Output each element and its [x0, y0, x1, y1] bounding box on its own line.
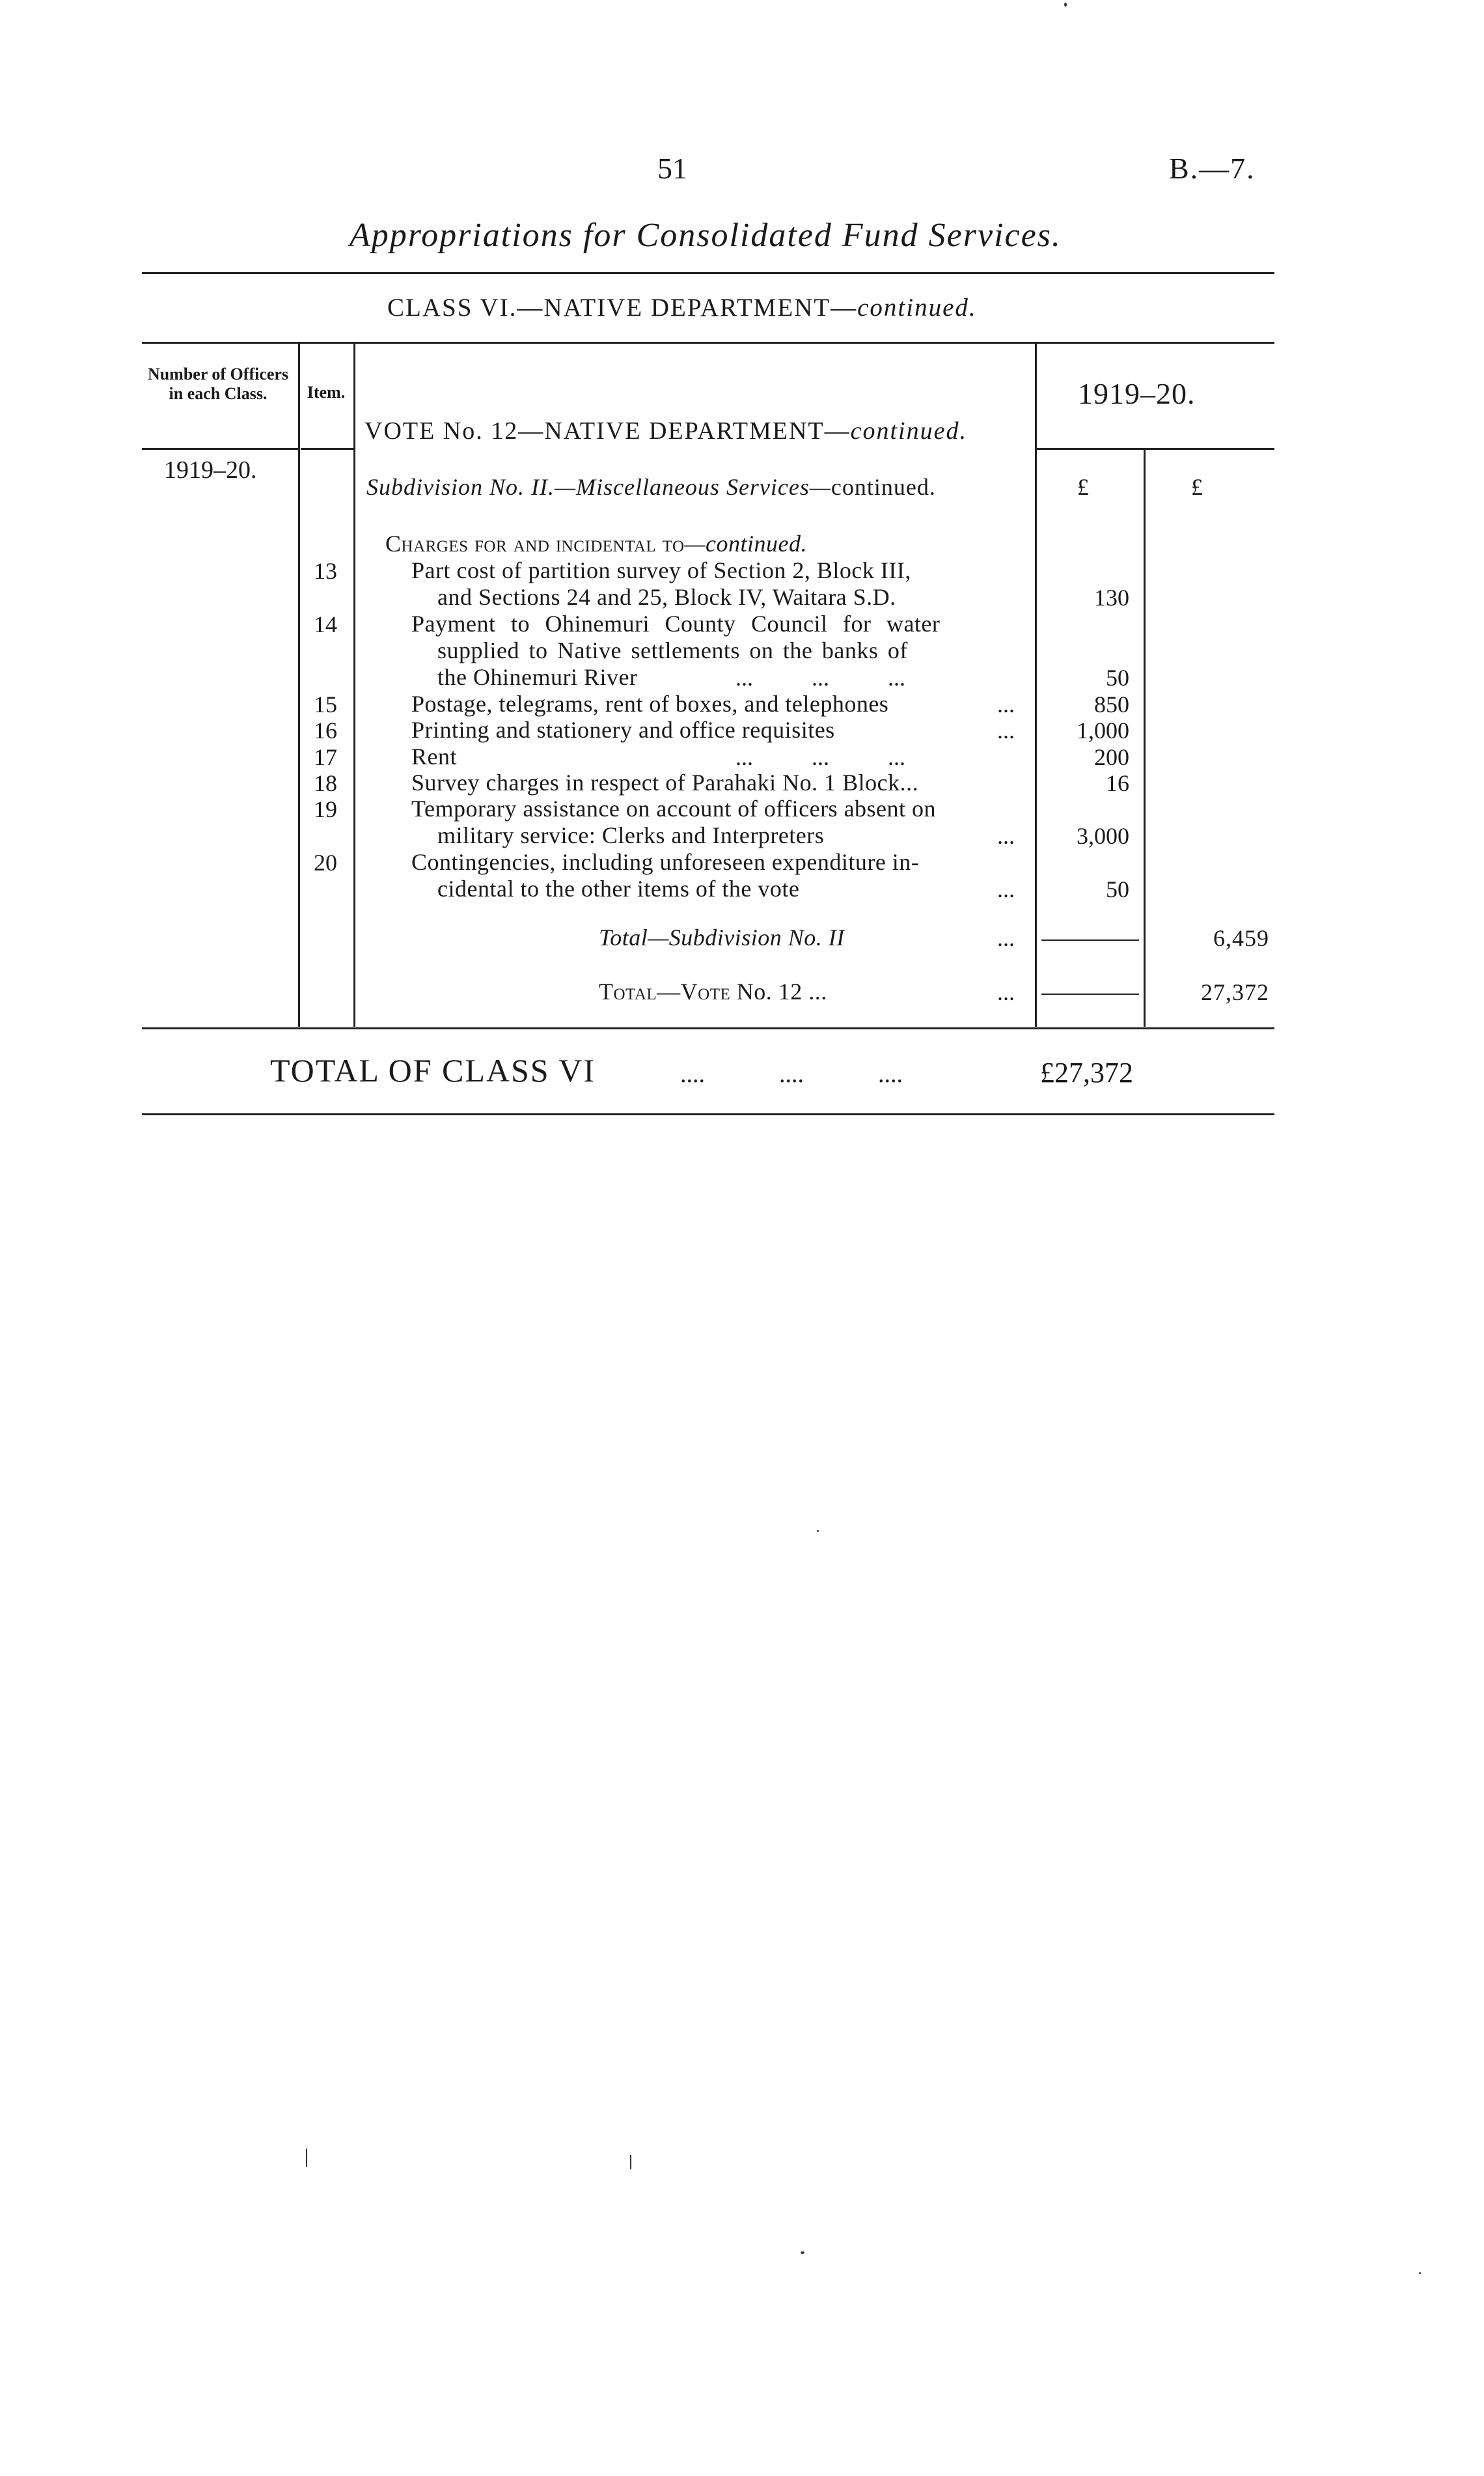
- item-desc-line: Rent: [411, 744, 457, 770]
- rule-table-top: [142, 342, 1274, 344]
- item-number: 15: [314, 691, 337, 717]
- vote-heading: [364, 417, 967, 445]
- officers-column-header: Number of Officers in each Class.: [147, 365, 289, 403]
- amount-rule: [1041, 994, 1139, 995]
- leader-dots: ... ... ...: [735, 744, 905, 770]
- item-desc-line: Part cost of partition survey of Section 2, Block III,: [411, 557, 911, 583]
- leader-dots: .... .... ....: [680, 1061, 903, 1088]
- item-number: 20: [314, 850, 337, 876]
- class-heading-cont: continued.: [857, 294, 977, 322]
- rule-bottom: [142, 1113, 1274, 1115]
- vote-total-sc: Total—Vote: [599, 979, 731, 1005]
- class-heading: [387, 293, 977, 322]
- item-amount: 200: [1094, 744, 1129, 770]
- leader-dots: ...: [997, 691, 1015, 717]
- pound-symbol-col2: £: [1191, 474, 1203, 500]
- charges-heading: [385, 531, 807, 557]
- item-amount: 130: [1094, 585, 1129, 611]
- subdivision-heading: [366, 473, 936, 501]
- vote-total-rest: No. 12 ...: [736, 979, 827, 1005]
- amount-rule: [1041, 939, 1139, 941]
- subdivision-cont: continued.: [831, 474, 936, 500]
- item-desc-line: supplied to Native settlements on the banks of: [437, 637, 908, 663]
- subdivision-total-text: Total—Subdivision No. II: [599, 925, 845, 951]
- rule-top: [142, 272, 1274, 274]
- item-desc-line: cidental to the other items of the vote: [437, 876, 800, 902]
- rule-header-bottom-right: [1036, 448, 1274, 450]
- rule-table-bottom: [142, 1027, 1274, 1029]
- item-desc-line: the Ohinemuri River: [437, 664, 638, 690]
- subdivision-total-label: [599, 925, 845, 951]
- leader-dots: ...: [997, 979, 1015, 1005]
- item-number: 17: [314, 744, 337, 770]
- class-total-label: TOTAL OF CLASS VI: [270, 1052, 596, 1089]
- leader-dots: ...: [997, 717, 1015, 744]
- item-number: 14: [314, 611, 337, 637]
- item-desc-line: Temporary assistance on account of officers absent on: [411, 796, 937, 822]
- item-amount: 1,000: [1077, 717, 1129, 744]
- class-total-amount: £27,372: [1040, 1057, 1133, 1089]
- vote-heading-main: VOTE No. 12—NATIVE DEPARTMENT—: [364, 417, 851, 445]
- page-number: 51: [657, 152, 687, 185]
- item-desc-line: and Sections 24 and 25, Block IV, Waitara S.D.: [437, 584, 896, 610]
- vote-heading-cont: continued.: [850, 417, 967, 445]
- item-amount: 50: [1106, 665, 1129, 691]
- scan-speck: [801, 2251, 804, 2254]
- col-rule-item: [353, 343, 355, 1027]
- document-reference: B.—7.: [1169, 152, 1256, 185]
- item-amount: 850: [1094, 691, 1129, 717]
- vote-total-amount: 27,372: [1201, 979, 1269, 1005]
- charges-heading-cont: —continued.: [684, 531, 808, 557]
- col-rule-officers: [298, 343, 300, 1027]
- scan-speck: [1064, 3, 1067, 7]
- item-desc-line: military service: Clerks and Interpreters: [437, 822, 825, 848]
- subdivision-total-amount: 6,459: [1213, 925, 1269, 951]
- leader-dots: ...: [997, 876, 1015, 902]
- item-desc-line: Payment to Ohinemuri County Council for water: [411, 611, 941, 637]
- pound-symbol-col1: £: [1077, 474, 1089, 500]
- page-title: Appropriations for Consolidated Fund Services.: [350, 217, 1062, 254]
- item-number: 13: [314, 558, 337, 584]
- scan-speck: [630, 2155, 631, 2169]
- rule-header-bottom-left: [142, 448, 299, 450]
- vote-total-label: [599, 979, 827, 1005]
- leader-dots: ...: [997, 823, 1015, 849]
- charges-heading-sc: Charges for and incidental to: [385, 531, 685, 557]
- scan-speck: [1419, 2272, 1421, 2274]
- item-number: 19: [314, 796, 337, 822]
- leader-dots: ... ... ...: [735, 665, 905, 691]
- item-desc-line: Contingencies, including unforeseen expenditure in-: [411, 849, 920, 875]
- rule-header-bottom-item: [301, 448, 353, 450]
- col-rule-desc: [1035, 343, 1037, 1027]
- leader-dots: ...: [997, 925, 1015, 951]
- scan-speck: [817, 1530, 819, 1532]
- subdivision-title: Subdivision No. II.—Miscellaneous Services—: [366, 474, 831, 500]
- item-number: 18: [314, 770, 337, 796]
- item-amount: 3,000: [1077, 823, 1129, 849]
- item-amount: 50: [1106, 876, 1129, 902]
- item-amount: 16: [1106, 770, 1129, 796]
- officers-year: 1919–20.: [164, 456, 257, 484]
- class-heading-main: CLASS VI.—NATIVE DEPARTMENT—: [387, 294, 858, 322]
- year-column-header: 1919–20.: [1078, 377, 1196, 410]
- item-number: 16: [314, 717, 337, 744]
- item-column-header: Item.: [307, 383, 346, 402]
- item-desc-line: Printing and stationery and office requisites: [411, 717, 835, 743]
- item-desc-line: Survey charges in respect of Parahaki No. 1 Block...: [411, 770, 919, 796]
- scan-speck: [306, 2149, 307, 2167]
- item-desc-line: Postage, telegrams, rent of boxes, and telephones: [411, 691, 889, 717]
